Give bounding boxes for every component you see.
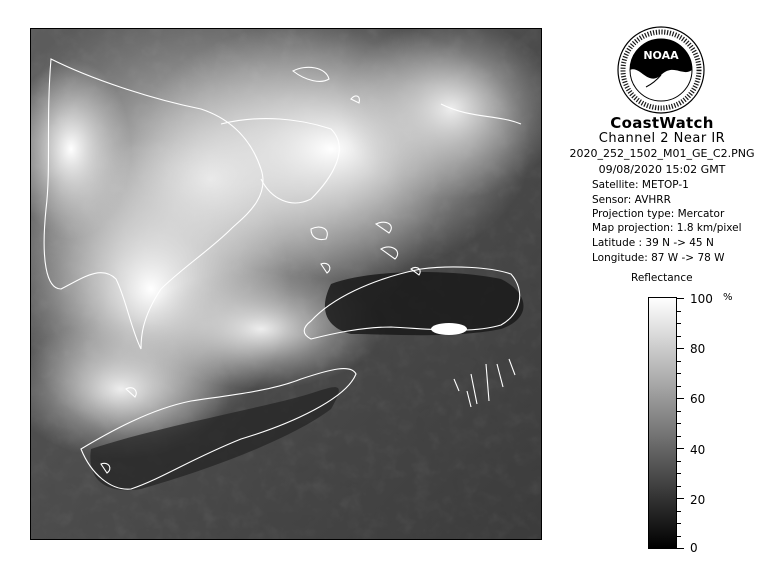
longitude-label: Longitude: 87 W -> 78 W: [592, 252, 725, 264]
legend-tick-mark: [677, 423, 681, 424]
legend-tick-mark: [677, 398, 684, 399]
product-title: CoastWatch: [610, 114, 714, 132]
legend-tick-mark: [677, 486, 681, 487]
legend-tick-mark: [677, 361, 681, 362]
legend-tick-mark: [677, 373, 681, 374]
datetime-label: 09/08/2020 15:02 GMT: [598, 163, 726, 176]
filename-label: 2020_252_1502_M01_GE_C2.PNG: [569, 147, 755, 160]
legend-tick-mark: [677, 498, 684, 499]
legend-tick-mark: [677, 461, 681, 462]
legend-tick-mark: [677, 473, 681, 474]
legend-tick-mark: [677, 448, 684, 449]
logo-text: NOAA: [643, 49, 679, 62]
legend-tick-mark: [677, 336, 681, 337]
tick-label-60: 60: [690, 392, 706, 406]
legend-tick-mark: [677, 411, 681, 412]
projection-type-label: Projection type: Mercator: [592, 208, 725, 220]
satellite-label: Satellite: METOP-1: [592, 179, 689, 191]
legend-tick-mark: [677, 436, 681, 437]
noaa-logo: [616, 25, 706, 115]
channel-label: Channel 2 Near IR: [598, 131, 726, 146]
legend-tick-mark: [677, 548, 684, 549]
legend-tick-mark: [677, 386, 681, 387]
legend-tick-mark: [677, 311, 681, 312]
legend-tick-mark: [677, 523, 681, 524]
tick-label-0: 0: [690, 541, 698, 555]
legend-tick-mark: [677, 348, 684, 349]
legend-tick-mark: [677, 536, 681, 537]
latitude-label: Latitude : 39 N -> 45 N: [592, 237, 714, 249]
satellite-image: [30, 28, 542, 540]
satellite-imagery-svg: [31, 29, 541, 539]
legend-title: Reflectance: [631, 272, 693, 284]
tick-label-40: 40: [690, 443, 706, 457]
tick-label-80: 80: [690, 342, 706, 356]
legend-tick-mark: [677, 323, 681, 324]
sensor-label: Sensor: AVHRR: [592, 194, 671, 206]
reflectance-color-bar: [648, 297, 677, 549]
map-projection-label: Map projection: 1.8 km/pixel: [592, 222, 742, 234]
tick-label-20: 20: [690, 493, 706, 507]
legend-unit: %: [723, 292, 733, 303]
legend-tick-mark: [677, 298, 684, 299]
tick-label-100: 100: [690, 292, 713, 306]
legend-tick-mark: [677, 511, 681, 512]
